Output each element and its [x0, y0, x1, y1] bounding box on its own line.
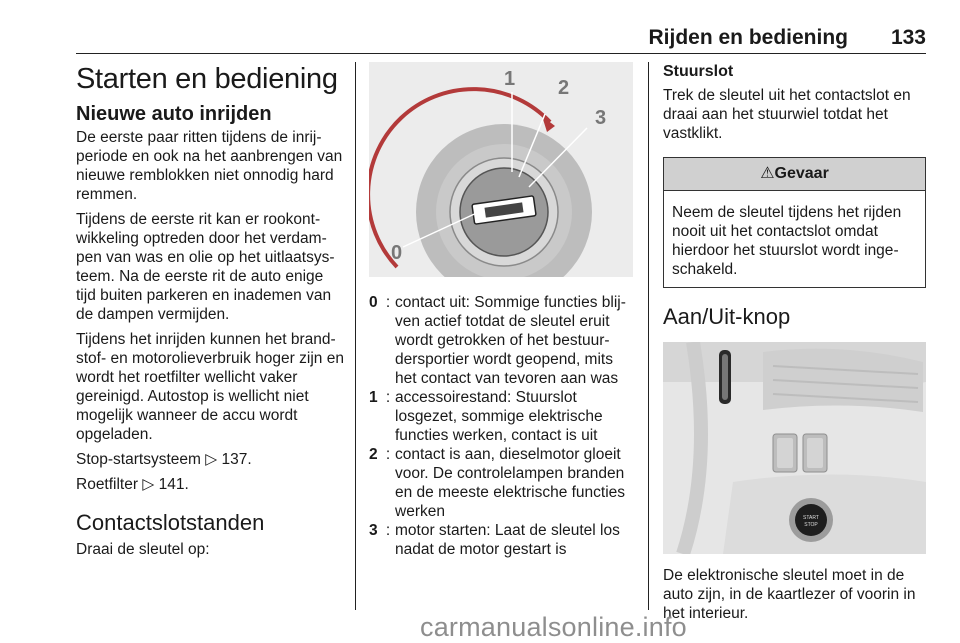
legend-item — [369, 445, 633, 521]
legend-item — [369, 521, 633, 559]
page-title: Starten en bediening — [76, 63, 338, 95]
legend-item — [369, 388, 633, 445]
ignition-lock-illustration — [369, 62, 633, 277]
legend-separator: : — [385, 446, 391, 463]
legend-text: accessoirestand: Stuurslot losgezet, sommige elektrische functies werken, contact is uit — [395, 389, 603, 444]
legend-key: 3 — [369, 522, 378, 539]
page-number: 133 — [890, 26, 926, 49]
legend-key: 2 — [369, 446, 378, 463]
legend-item — [369, 293, 633, 388]
warning-header — [664, 158, 925, 191]
warning-box — [663, 157, 926, 288]
section-heading: Contactslotstanden — [76, 510, 265, 535]
paragraph: De elektronische sleutel moet in de auto zijn, in de kaartlezer of voorin in het interieur. — [663, 567, 916, 622]
position-legend — [369, 293, 633, 559]
warning-body: Neem de sleutel tijdens het rijden nooit uit het contactslot omdat hierdoor het stuurslot wordt ingeschakeld. — [672, 204, 902, 278]
header-rule — [76, 53, 926, 54]
legend-text: contact uit: Sommige functies blijven actief totdat de sleutel eruit wordt getrokken of het bestuurdersportier wordt geopend, mits het contact van tevoren aan was — [395, 294, 626, 387]
reference-page: 137. — [221, 451, 252, 468]
warning-icon: ⚠ — [760, 165, 775, 182]
column-middle — [369, 62, 633, 559]
column-divider — [648, 62, 649, 610]
section-heading: Aan/Uit-knop — [663, 304, 791, 329]
paragraph: Tijdens de eerste rit kan er rookontwikkeling optreden door het verdampen van was en olie op het uitlaatsysteem. Na de eerste rit de auto enige tijd buiten parkeren en inademen van de dampen vermijden. — [76, 211, 335, 323]
reference-arrow-icon: ▷ — [142, 476, 155, 493]
warning-title: Gevaar — [774, 165, 829, 182]
paragraph: Trek de sleutel uit het contactslot en draai aan het stuurwiel totdat het vastklikt. — [663, 87, 911, 142]
column-divider — [355, 62, 356, 610]
button-label-stop: STOP — [804, 522, 818, 528]
reference-text: Stop-startsysteem — [76, 451, 201, 468]
paragraph: Draai de sleutel op: — [76, 541, 210, 558]
reference-page: 141. — [158, 476, 189, 493]
legend-text: contact is aan, dieselmotor gloeit voor. De controlelampen branden en de meeste elektrische functies werken — [395, 446, 626, 520]
section-title: Rijden en bediening — [648, 26, 848, 49]
position-label-1: 1 — [504, 68, 516, 90]
legend-text: motor starten: Laat de sleutel los nadat de motor gestart is — [395, 522, 620, 558]
subheading: Stuurslot — [663, 63, 734, 80]
legend-key: 0 — [369, 294, 378, 311]
legend-separator: : — [385, 522, 391, 539]
position-label-2: 2 — [558, 77, 570, 99]
legend-separator: : — [385, 389, 391, 406]
legend-separator: : — [385, 294, 391, 311]
start-stop-button-photo — [663, 342, 926, 554]
position-label-0: 0 — [391, 242, 403, 264]
cross-reference[interactable] — [76, 450, 346, 469]
paragraph: Tijdens het inrijden kunnen het brandstof- en motorolieverbruik hoger zijn en wordt het roetfilter wellicht vaker gereinigd. Autostop is wellicht niet mogelijk wanneer de accu wordt opgeladen. — [76, 331, 344, 443]
position-label-3: 3 — [595, 107, 607, 129]
column-left — [76, 62, 346, 565]
button-label-start: START — [803, 515, 819, 521]
section-heading: Nieuwe auto inrijden — [76, 103, 272, 125]
reference-arrow-icon: ▷ — [205, 451, 218, 468]
watermark: carmanualsonline.info — [420, 612, 687, 642]
reference-text: Roetfilter — [76, 476, 139, 493]
legend-key: 1 — [369, 389, 378, 406]
cross-reference[interactable] — [76, 475, 346, 494]
page-header — [0, 24, 960, 54]
paragraph: De eerste paar ritten tijdens de inrijperiode en ook na het aanbrengen van nieuwe remblokken niet onnodig hard remmen. — [76, 129, 343, 203]
column-right — [663, 62, 926, 629]
